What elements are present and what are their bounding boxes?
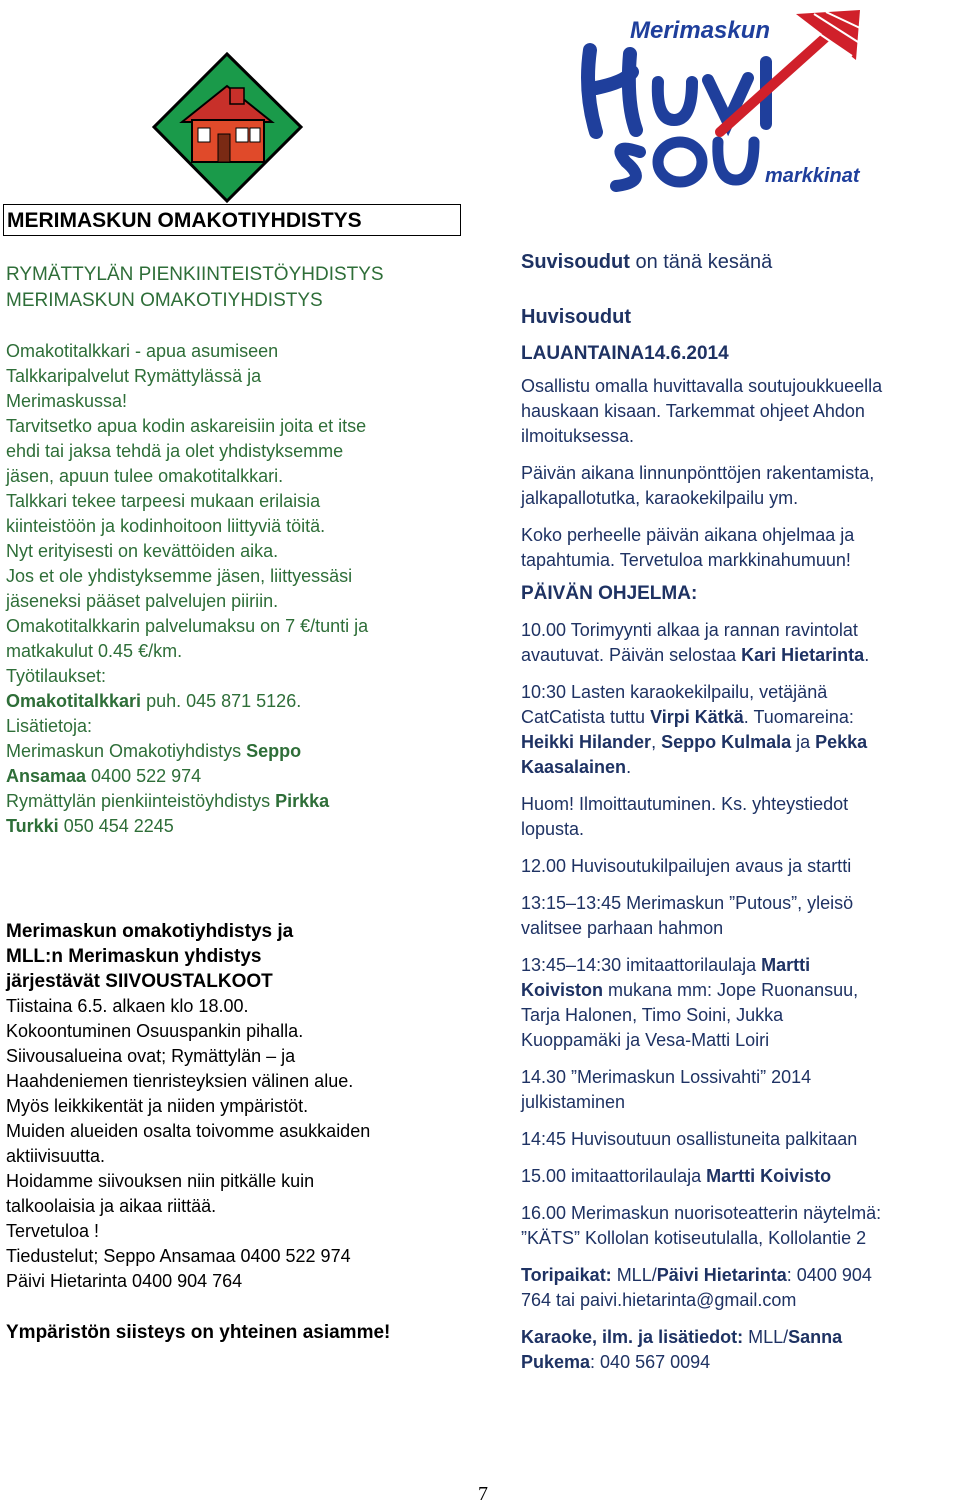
- text-line: valitsee parhaan hahmon: [521, 918, 724, 938]
- text-line: [521, 643, 960, 668]
- text-span: CatCatista tuttu: [521, 707, 651, 727]
- text-line: 16.00 Merimaskun nuorisoteatterin näytelmä:: [521, 1203, 882, 1223]
- text-line: Kokoontuminen Osuuspankin pihalla.: [6, 1021, 304, 1041]
- left-column: [6, 262, 466, 1345]
- huvisoutu-logo: [570, 2, 870, 192]
- text-span: 13:45–14:30 imitaattorilaulaja: [521, 955, 762, 975]
- notice: [521, 792, 960, 842]
- text-line: 764 tai paivi.hietarinta@gmail.com: [521, 1290, 797, 1310]
- text-line: Nyt erityisesti on kevättöiden aika.: [6, 541, 279, 561]
- text-line: 13:15–13:45 Merimaskun ”Putous”, yleisö: [521, 893, 854, 913]
- person-name: Virpi Kätkä: [650, 707, 744, 727]
- text-line: Tiistaina 6.5. alkaen klo 18.00.: [6, 996, 249, 1016]
- text-span: . Tuomareina:: [743, 707, 854, 727]
- event-name: Huvisoudut: [521, 306, 631, 328]
- text-line: [521, 705, 960, 730]
- program-title: PÄIVÄN OHJELMA:: [521, 583, 698, 604]
- text-span: 15.00 imitaattorilaulaja: [521, 1166, 707, 1186]
- market-stalls-contact: [521, 1263, 960, 1313]
- contact-1-surname: Ansamaa: [6, 766, 87, 786]
- text-line: jäsen, apuun tulee omakotitalkkari.: [6, 466, 284, 486]
- text-span: ja: [791, 732, 816, 752]
- text-line: [521, 953, 960, 978]
- text-line: Tervetuloa !: [6, 1221, 100, 1241]
- paragraph-3: [521, 523, 960, 573]
- text-span: .: [626, 757, 632, 777]
- text-span: MLL/: [743, 1327, 789, 1347]
- person-name: Heikki Hilander: [521, 732, 652, 752]
- karaoke-contact: [521, 1325, 960, 1375]
- person-name: Seppo Kulmala: [661, 732, 792, 752]
- person-name: Pekka: [815, 732, 868, 752]
- contact-1: [6, 739, 466, 764]
- text-line: Myös leikkikentät ja niiden ympäristöt.: [6, 1096, 309, 1116]
- text-line: [521, 1350, 960, 1375]
- text-line: 14.30 ”Merimaskun Lossivahti” 2014: [521, 1067, 812, 1087]
- text-line: Siivousalueina ovat; Rymättylän – ja: [6, 1046, 296, 1066]
- text-line: ehdi tai jaksa tehdä ja olet yhdistyksemme: [6, 441, 344, 461]
- label: Karaoke, ilm. ja lisätiedot:: [521, 1327, 744, 1347]
- text-line: Päivi Hietarinta 0400 904 764: [6, 1271, 243, 1291]
- text-line: Tarja Halonen, Timo Soini, Jukka: [521, 1005, 784, 1025]
- talkkari-section: [6, 339, 466, 839]
- text-span: .: [864, 645, 870, 665]
- program-item-1345: [521, 953, 960, 1053]
- house-logo-icon: [150, 50, 305, 205]
- contact-2-cont: [6, 814, 466, 839]
- text-span: avautuvat. Päivän selostaa: [521, 645, 742, 665]
- contact-2-org: Rymättylän pienkiinteistöyhdistys: [6, 791, 276, 811]
- logo-bottom-text: markkinat: [765, 165, 860, 187]
- text-line: jalkapallotutka, karaokekilpailu ym.: [521, 488, 799, 508]
- text-line: Talkkaripalvelut Rymättylässä ja: [6, 366, 262, 386]
- program-item-1600: [521, 1201, 960, 1251]
- text-line: [521, 730, 960, 755]
- person-name: Martti Koivisto: [706, 1166, 832, 1186]
- text-line: jäseneksi pääset palvelujen piiriin.: [6, 591, 279, 611]
- program-item-1000: [521, 618, 960, 668]
- program-item-1200: 12.00 Huvisoutukilpailujen avaus ja startti: [521, 856, 852, 876]
- text-line: Tarvitsetko apua kodin askareisiin joita et itse: [6, 416, 367, 436]
- text-span: : 0400 904: [786, 1265, 872, 1285]
- program-item-1445: 14:45 Huvisoutuun osallistuneita palkitaan: [521, 1129, 858, 1149]
- heading-line: MLL:n Merimaskun yhdistys: [6, 946, 262, 967]
- siivous-heading: [6, 919, 466, 994]
- contact-2: [6, 789, 466, 814]
- text-line: julkistaminen: [521, 1092, 626, 1112]
- contact-1-name: Seppo: [246, 741, 302, 761]
- text-line: [521, 1263, 960, 1288]
- association-name-2: MERIMASKUN OMAKOTIYHDISTYS: [6, 290, 323, 311]
- section-title: MERIMASKUN OMAKOTIYHDISTYS: [3, 204, 461, 236]
- person-name: Sanna: [788, 1327, 843, 1347]
- text-span: : 040 567 0094: [590, 1352, 711, 1372]
- page-number: 7: [478, 1483, 488, 1505]
- text-line: Osallistu omalla huvittavalla soutujoukkueella: [521, 376, 883, 396]
- more-info-label: Lisätietoja:: [6, 716, 93, 736]
- text-line: 10:30 Lasten karaokekilpailu, vetäjänä: [521, 682, 828, 702]
- text-line: Merimaskussa!: [6, 391, 128, 411]
- person-name: Martti: [761, 955, 811, 975]
- text-line: matkakulut 0.45 €/km.: [6, 641, 183, 661]
- program-item-1315: [521, 891, 960, 941]
- contact-2-phone: 050 454 2245: [58, 816, 174, 836]
- text-line: ”KÄTS” Kollolan kotiseutulalla, Kollolantie 2: [521, 1228, 867, 1248]
- label: Toripaikat:: [521, 1265, 612, 1285]
- text-line: [521, 755, 960, 780]
- person-name: Kari Hietarinta: [741, 645, 865, 665]
- siivous-body: [6, 994, 466, 1294]
- text-line: aktiivisuutta.: [6, 1146, 106, 1166]
- text-line: Jos et ole yhdistyksemme jäsen, liittyessäsi: [6, 566, 353, 586]
- text-line: hauskaan kisaan. Tarkemmat ohjeet Ahdon: [521, 401, 865, 421]
- text-line: Päivän aikana linnunpönttöjen rakentamista,: [521, 463, 875, 483]
- contact-2-surname: Turkki: [6, 816, 59, 836]
- text-line: [521, 1325, 960, 1350]
- association-name-1: RYMÄTTYLÄN PIENKIINTEISTÖYHDISTYS: [6, 264, 384, 285]
- person-name: Koiviston: [521, 980, 604, 1000]
- intro-rest: on tänä kesänä: [629, 251, 773, 273]
- text-line: Omakotitalkkarin palvelumaksu on 7 €/tunti ja: [6, 616, 369, 636]
- order-phone: puh. 045 871 5126.: [141, 691, 302, 711]
- paragraph-2: [521, 461, 960, 511]
- contact-1-org: Merimaskun Omakotiyhdistys: [6, 741, 247, 761]
- contact-1-cont: [6, 764, 466, 789]
- order-line: [6, 689, 466, 714]
- text-line: tapahtumia. Tervetuloa markkinahumuun!: [521, 550, 851, 570]
- program-item-1030: [521, 680, 960, 780]
- paragraph-1: [521, 374, 960, 449]
- program-item-1500: [521, 1164, 960, 1189]
- text-line: Työtilaukset:: [6, 666, 107, 686]
- text-line: Omakotitalkkari - apua asumiseen: [6, 341, 279, 361]
- text-span: MLL/: [611, 1265, 657, 1285]
- text-line: Haahdeniemen tienristeyksien välinen alue.: [6, 1071, 354, 1091]
- text-line: Muiden alueiden osalta toivomme asukkaiden: [6, 1121, 371, 1141]
- contact-2-name: Pirkka: [275, 791, 330, 811]
- order-name: Omakotitalkkari: [6, 691, 142, 711]
- text-span: ,: [651, 732, 662, 752]
- heading-line: järjestävät SIIVOUSTALKOOT: [6, 971, 273, 992]
- person-name: Päivi Hietarinta: [656, 1265, 787, 1285]
- text-line: Kuoppamäki ja Vesa-Matti Loiri: [521, 1030, 770, 1050]
- text-line: Tiedustelut; Seppo Ansamaa 0400 522 974: [6, 1246, 351, 1266]
- text-line: Hoidamme siivouksen niin pitkälle kuin: [6, 1171, 315, 1191]
- logo-top-text: Merimaskun: [630, 17, 771, 44]
- text-line: Koko perheelle päivän aikana ohjelmaa ja: [521, 525, 855, 545]
- text-line: [521, 978, 960, 1003]
- contact-1-phone: 0400 522 974: [86, 766, 202, 786]
- text-line: Huom! Ilmoittautuminen. Ks. yhteystiedot: [521, 794, 849, 814]
- person-name: Kaasalainen: [521, 757, 627, 777]
- text-span: mukana mm: Jope Ruonansuu,: [603, 980, 859, 1000]
- text-line: ilmoituksessa.: [521, 426, 635, 446]
- right-column: [521, 248, 960, 1375]
- text-line: lopusta.: [521, 819, 585, 839]
- intro-line: [521, 248, 960, 276]
- text-line: 10.00 Torimyynti alkaa ja rannan ravintolat: [521, 620, 858, 640]
- intro-bold: Suvisoudut: [521, 251, 630, 273]
- event-date: LAUANTAINA14.6.2014: [521, 343, 729, 364]
- closing-slogan: Ympäristön siisteys on yhteinen asiamme!: [6, 1322, 391, 1343]
- text-line: Talkkari tekee tarpeesi mukaan erilaisia: [6, 491, 321, 511]
- text-line: kiinteistöön ja kodinhoitoon liittyviä töitä.: [6, 516, 326, 536]
- heading-line: Merimaskun omakotiyhdistys ja: [6, 921, 294, 942]
- text-line: talkoolaisia ja aikaa riittää.: [6, 1196, 217, 1216]
- person-name: Pukema: [521, 1352, 591, 1372]
- program-item-1430: [521, 1065, 960, 1115]
